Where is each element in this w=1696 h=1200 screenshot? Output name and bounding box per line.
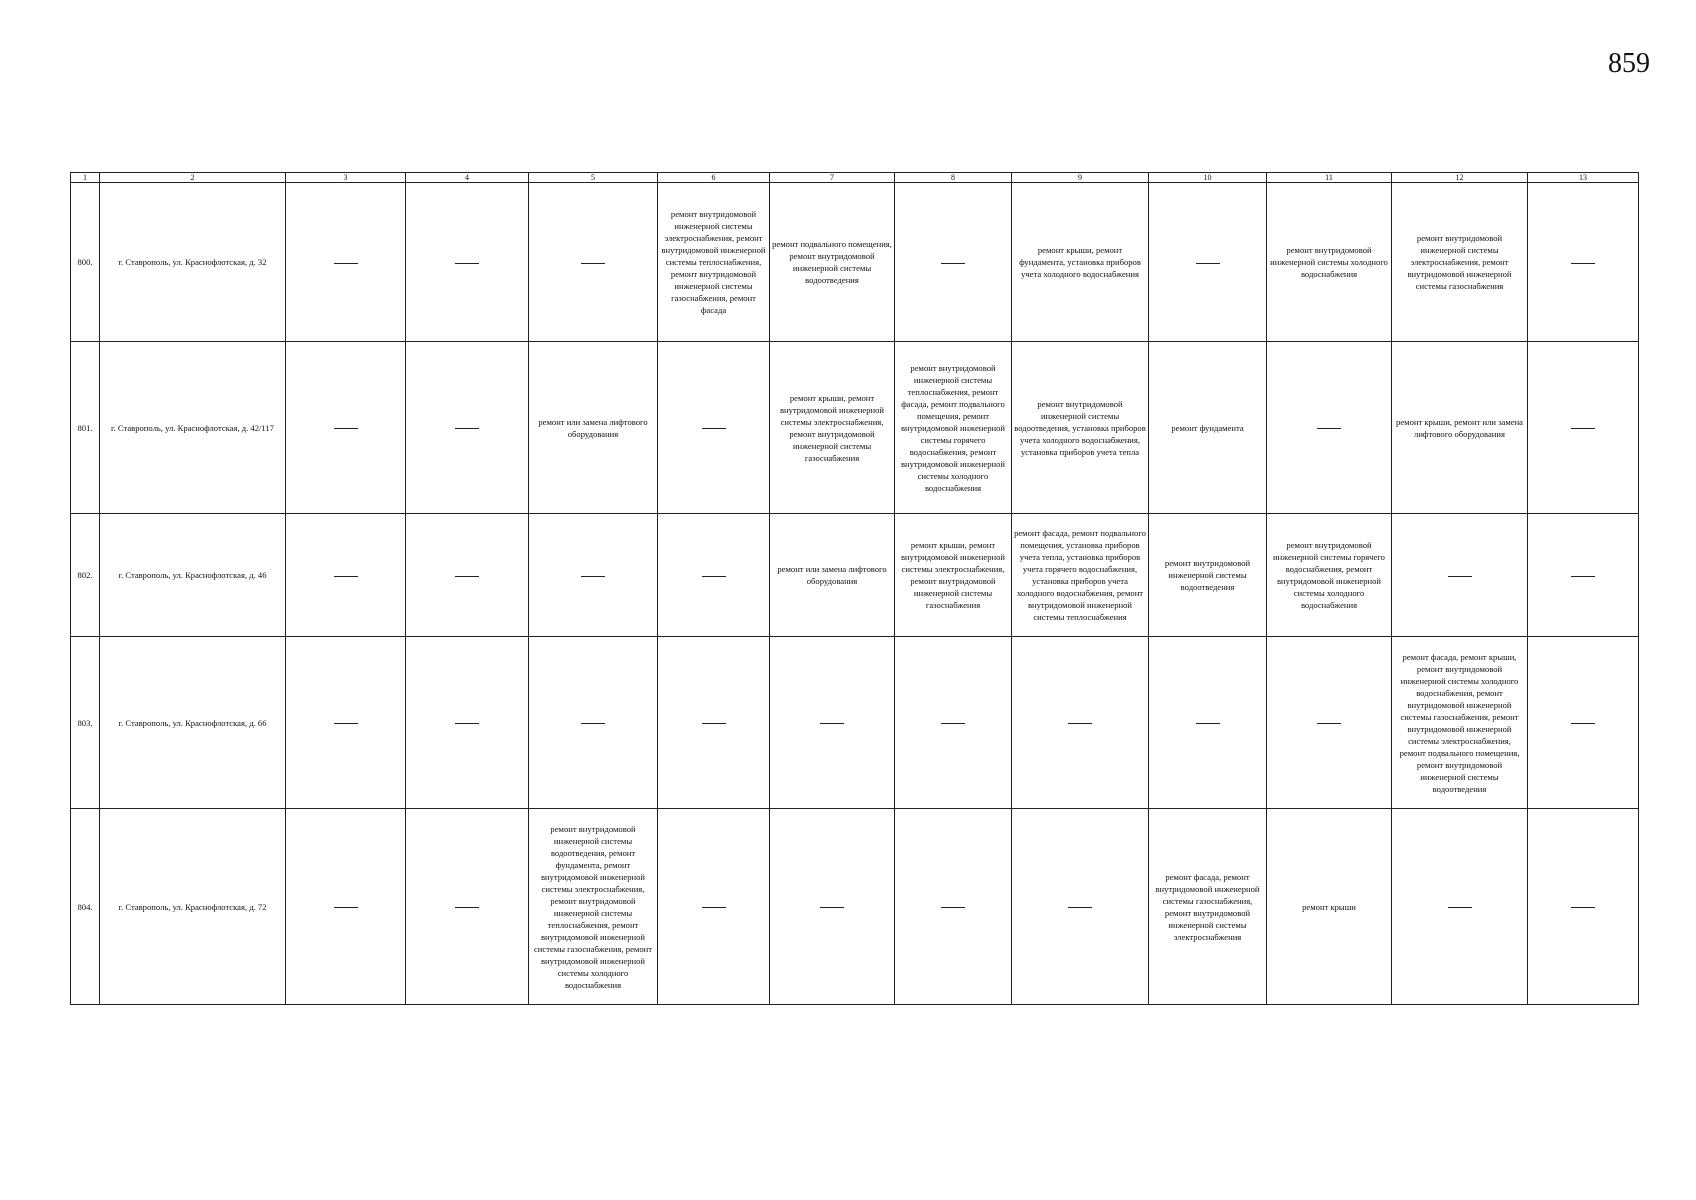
- table-row: [71, 514, 1639, 637]
- column-header: 13: [1528, 173, 1639, 183]
- empty-dash: [1571, 263, 1595, 264]
- cell: [406, 637, 529, 809]
- cell: [286, 342, 406, 514]
- empty-dash: [1571, 723, 1595, 724]
- empty-dash: [1448, 907, 1472, 908]
- column-header: 8: [895, 173, 1012, 183]
- cell: [1267, 342, 1392, 514]
- table-row: [71, 342, 1639, 514]
- cell: ремонт фасада, ремонт крыши, ремонт внутридомовой инженерной системы холодного водоснабжения, ремонт внутридомовой инженерной системы газоснабжения, ремонт внутридомовой инженерной системы электроснабжения, ремонт подвального помещения, ремонт внутридомовой инженерной системы водоотведения: [1392, 637, 1528, 809]
- cell: ремонт внутридомовой инженерной системы электроснабжения, ремонт внутридомовой инженерной системы теплоснабжения, ремонт внутридомовой инженерной системы газоснабжения, ремонт фасада: [658, 183, 770, 342]
- column-header: 10: [1149, 173, 1267, 183]
- cell: [658, 637, 770, 809]
- empty-dash: [1448, 576, 1472, 577]
- cell: [529, 637, 658, 809]
- empty-dash: [334, 723, 358, 724]
- cell: ремонт крыши: [1267, 809, 1392, 1005]
- empty-dash: [581, 576, 605, 577]
- empty-dash: [1196, 723, 1220, 724]
- empty-dash: [702, 723, 726, 724]
- empty-dash: [1317, 428, 1341, 429]
- cell: [286, 809, 406, 1005]
- empty-dash: [334, 428, 358, 429]
- empty-dash: [1196, 263, 1220, 264]
- cell: [770, 809, 895, 1005]
- cell: ремонт фундамента: [1149, 342, 1267, 514]
- cell: [286, 637, 406, 809]
- empty-dash: [702, 576, 726, 577]
- cell: ремонт внутридомовой инженерной системы электроснабжения, ремонт внутридомовой инженерной системы газоснабжения: [1392, 183, 1528, 342]
- cell: ремонт внутридомовой инженерной системы водоотведения, установка приборов учета холодного водоснабжения, установка приборов учета тепла: [1012, 342, 1149, 514]
- empty-dash: [334, 263, 358, 264]
- column-header: 2: [100, 173, 286, 183]
- cell: [658, 514, 770, 637]
- empty-dash: [1571, 428, 1595, 429]
- empty-dash: [334, 907, 358, 908]
- address-cell: г. Ставрополь, ул. Краснофлотская, д. 66: [100, 637, 286, 809]
- cell: [406, 514, 529, 637]
- table-row: [71, 183, 1639, 342]
- cell: ремонт внутридомовой инженерной системы горячего водоснабжения, ремонт внутридомовой инженерной системы холодного водоснабжения: [1267, 514, 1392, 637]
- cell: ремонт фасада, ремонт внутридомовой инженерной системы газоснабжения, ремонт внутридомовой инженерной системы электроснабжения: [1149, 809, 1267, 1005]
- empty-dash: [1571, 576, 1595, 577]
- empty-dash: [1571, 907, 1595, 908]
- cell: [1149, 183, 1267, 342]
- cell: [658, 342, 770, 514]
- empty-dash: [1068, 723, 1092, 724]
- empty-dash: [820, 723, 844, 724]
- address-cell: г. Ставрополь, ул. Краснофлотская, д. 46: [100, 514, 286, 637]
- column-header: 6: [658, 173, 770, 183]
- address-cell: г. Ставрополь, ул. Краснофлотская, д. 72: [100, 809, 286, 1005]
- page-number: 859: [1608, 48, 1650, 79]
- empty-dash: [455, 576, 479, 577]
- cell: [1392, 514, 1528, 637]
- cell: [1528, 514, 1639, 637]
- cell: ремонт крыши, ремонт внутридомовой инженерной системы электроснабжения, ремонт внутридомовой инженерной системы газоснабжения: [895, 514, 1012, 637]
- cell: [895, 637, 1012, 809]
- empty-dash: [455, 723, 479, 724]
- cell: [406, 342, 529, 514]
- empty-dash: [581, 263, 605, 264]
- cell: ремонт или замена лифтового оборудования: [770, 514, 895, 637]
- cell: [406, 809, 529, 1005]
- column-header: 7: [770, 173, 895, 183]
- row-number: 802.: [71, 514, 100, 637]
- empty-dash: [334, 576, 358, 577]
- column-header: 5: [529, 173, 658, 183]
- cell: ремонт фасада, ремонт подвального помещения, установка приборов учета тепла, установка приборов учета горячего водоснабжения, установка приборов учета холодного водоснабжения, ремонт внутридомовой инженерной системы теплоснабжения: [1012, 514, 1149, 637]
- cell: ремонт подвального помещения, ремонт внутридомовой инженерной системы водоотведения: [770, 183, 895, 342]
- empty-dash: [581, 723, 605, 724]
- empty-dash: [1068, 907, 1092, 908]
- address-cell: г. Ставрополь, ул. Краснофлотская, д. 32: [100, 183, 286, 342]
- address-cell: г. Ставрополь, ул. Краснофлотская, д. 42/117: [100, 342, 286, 514]
- cell: [1149, 637, 1267, 809]
- cell: ремонт крыши, ремонт или замена лифтового оборудования: [1392, 342, 1528, 514]
- cell: [529, 183, 658, 342]
- cell: [658, 809, 770, 1005]
- empty-dash: [455, 428, 479, 429]
- cell: ремонт крыши, ремонт фундамента, установка приборов учета холодного водоснабжения: [1012, 183, 1149, 342]
- cell: ремонт крыши, ремонт внутридомовой инженерной системы электроснабжения, ремонт внутридомовой инженерной системы газоснабжения: [770, 342, 895, 514]
- cell: [1528, 183, 1639, 342]
- column-header: 11: [1267, 173, 1392, 183]
- cell: [1012, 809, 1149, 1005]
- table-row: [71, 637, 1639, 809]
- row-number: 801.: [71, 342, 100, 514]
- column-header: 12: [1392, 173, 1528, 183]
- row-number: 800.: [71, 183, 100, 342]
- empty-dash: [941, 723, 965, 724]
- column-header: 3: [286, 173, 406, 183]
- row-number: 804.: [71, 809, 100, 1005]
- repair-schedule-table: [70, 172, 1639, 1005]
- cell: [286, 514, 406, 637]
- cell: [1528, 342, 1639, 514]
- cell: [406, 183, 529, 342]
- empty-dash: [455, 263, 479, 264]
- cell: ремонт внутридомовой инженерной системы холодного водоснабжения: [1267, 183, 1392, 342]
- empty-dash: [702, 907, 726, 908]
- empty-dash: [702, 428, 726, 429]
- cell: [895, 809, 1012, 1005]
- cell: [1528, 637, 1639, 809]
- cell: ремонт внутридомовой инженерной системы водоотведения: [1149, 514, 1267, 637]
- empty-dash: [941, 263, 965, 264]
- cell: [895, 183, 1012, 342]
- cell: [1267, 637, 1392, 809]
- empty-dash: [820, 907, 844, 908]
- cell: [1012, 637, 1149, 809]
- cell: [529, 514, 658, 637]
- cell: ремонт внутридомовой инженерной системы теплоснабжения, ремонт фасада, ремонт подвального помещения, ремонт внутридомовой инженерной системы горячего водоснабжения, ремонт внутридомовой инженерной системы холодного водоснабжения: [895, 342, 1012, 514]
- empty-dash: [941, 907, 965, 908]
- column-number-header: [71, 173, 1639, 183]
- empty-dash: [1317, 723, 1341, 724]
- cell: ремонт или замена лифтового оборудования: [529, 342, 658, 514]
- cell: [286, 183, 406, 342]
- cell: ремонт внутридомовой инженерной системы водоотведения, ремонт фундамента, ремонт внутридомовой инженерной системы электроснабжения, ремонт внутридомовой инженерной системы теплоснабжения, ремонт внутридомовой инженерной системы газоснабжения, ремонт внутридомовой инженерной системы холодного водоснабжения: [529, 809, 658, 1005]
- column-header: 9: [1012, 173, 1149, 183]
- cell: [1392, 809, 1528, 1005]
- table-row: [71, 809, 1639, 1005]
- empty-dash: [455, 907, 479, 908]
- column-header: 1: [71, 173, 100, 183]
- cell: [770, 637, 895, 809]
- row-number: 803.: [71, 637, 100, 809]
- column-header: 4: [406, 173, 529, 183]
- cell: [1528, 809, 1639, 1005]
